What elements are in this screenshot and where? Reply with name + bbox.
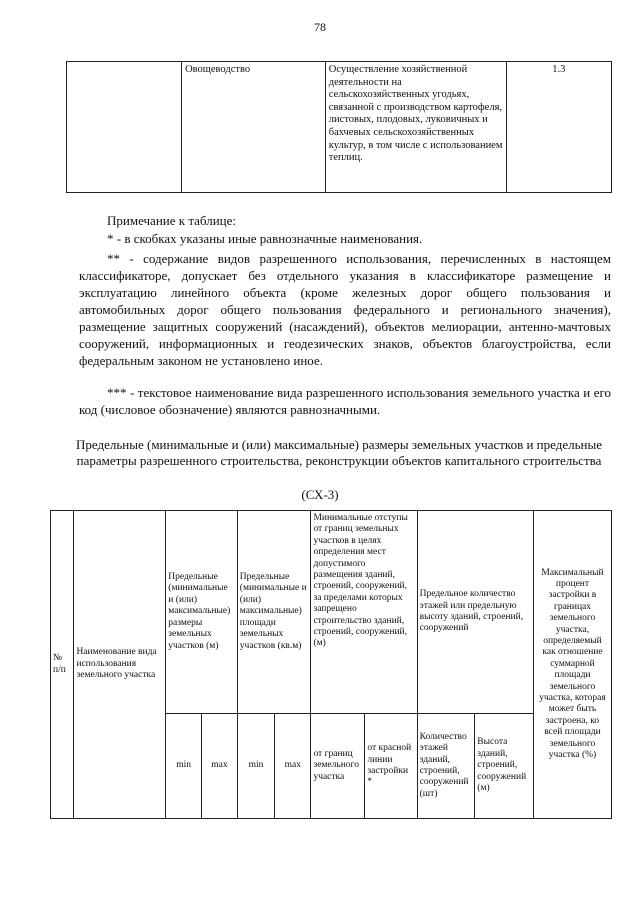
use-description-cell: Осуществление хозяйственной деятельности на сельскохозяйственных угодьях, связанной с производством картофеля, листовых, плодовых, луковичных и бахчевых сельскохозяйственных культур, в том числе с использованием теплиц.	[325, 62, 506, 193]
use-code-cell: 1.3	[506, 62, 612, 193]
col-area-header: Предельные (минимальные и (или) максимальные) площади земельных участков (кв.м)	[237, 511, 311, 714]
setback-borders-header: от границ земельного участка	[311, 714, 365, 819]
col-name-header: Наименование вида использования земельного участка	[74, 511, 166, 819]
col-percent-header: Максимальный процент застройки в границах земельного участка, определяемый как отношение суммарной площади земельного участка, которая может быть застроена, ко всей площади земельного участка (%)	[533, 511, 611, 819]
continued-table	[66, 61, 612, 193]
note-3: *** - текстовое наименование вида разрешенного использования земельного участка и его код (числовое обозначение) являются равнозначными.	[79, 385, 611, 417]
use-name-cell: Овощеводство	[182, 62, 326, 193]
floor-height-header: Высота зданий, строений, сооружений (м)	[475, 714, 534, 819]
col-setbacks-header: Минимальные отступы от границ земельных участков в целях определения мест допустимого размещения зданий, строений, сооружений, за пределами которых запрещено строительство зданий, строений, сооружений, (м)	[311, 511, 417, 714]
area-max-header: max	[275, 714, 311, 819]
parameters-table	[50, 510, 612, 819]
page-number: 78	[314, 20, 326, 34]
col-floors-header: Предельное количество этажей или предельную высоту зданий, строений, сооружений	[417, 511, 533, 714]
header-row-1	[51, 511, 612, 714]
size-min-header: min	[166, 714, 202, 819]
floor-count-header: Количество этажей зданий, строений, сооружений (шт)	[417, 714, 475, 819]
section-code: (СХ-3)	[301, 487, 339, 502]
table-row	[67, 62, 612, 193]
size-max-header: max	[202, 714, 238, 819]
setback-red-line-header: от красной линии застройки *	[365, 714, 417, 819]
empty-cell	[67, 62, 182, 193]
area-min-header: min	[237, 714, 274, 819]
note-1: * - в скобках указаны иные равнозначные наименования.	[107, 231, 423, 246]
notes-heading: Примечание к таблице:	[107, 213, 237, 228]
col-size-header: Предельные (минимальные и (или) максимальные) размеры земельных участков (м)	[166, 511, 238, 714]
note-2: ** - содержание видов разрешенного использования, перечисленных в настоящем классификаторе, допускает без отдельного указания в классификаторе размещение и эксплуатацию линейного объекта (кроме железных дорог общего пользования и автомобильных дорог общего пользования федерального и регионального значения), размещение защитных сооружений (насаждений), объектов мелиорации, антенно-мачтовых сооружений, информационных и геодезических знаков, объектов благоустройства, если федеральным законом не установлено иное.	[79, 251, 611, 368]
col-number-header: № п/п	[51, 511, 74, 819]
section-title: Предельные (минимальные и (или) максимальные) размеры земельных участков и предельные параметры разрешенного строительства, реконструкции объектов капитального строительства	[76, 437, 602, 468]
